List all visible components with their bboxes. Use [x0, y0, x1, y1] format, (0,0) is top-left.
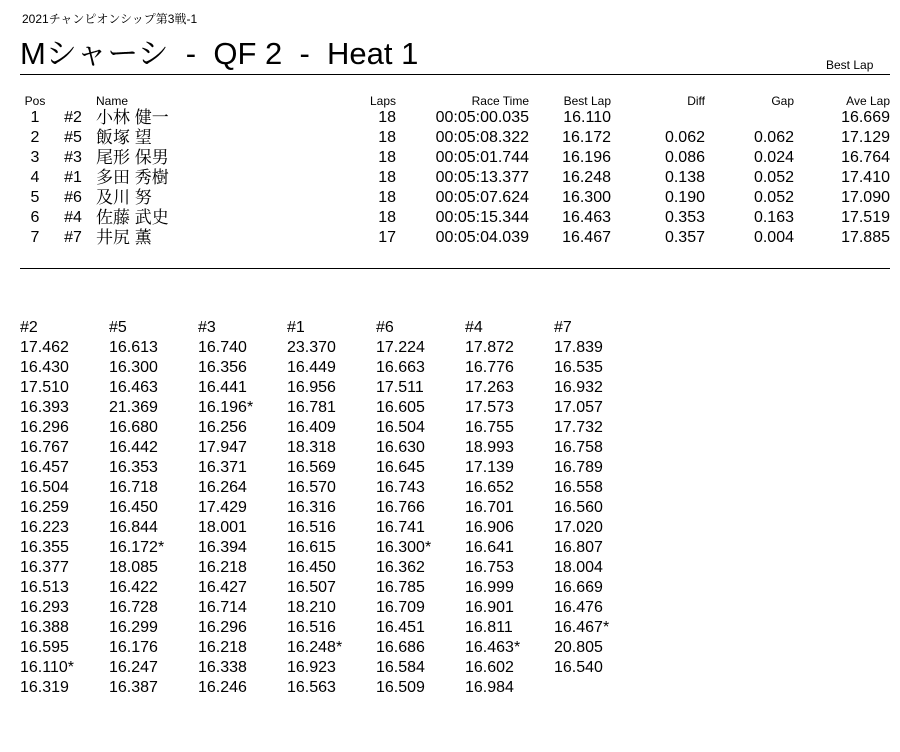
lap-row [20, 638, 643, 658]
result-ave-lap: 17.519 [841, 209, 890, 226]
lap-col-header: #7 [554, 319, 572, 336]
lap-time-cell: 16.741 [376, 519, 425, 536]
result-name: 尾形 保男 [96, 148, 169, 167]
result-num: #7 [64, 229, 82, 246]
lap-row [20, 338, 643, 358]
lap-time-cell: 16.300* [376, 539, 432, 556]
lap-row [20, 358, 643, 378]
lap-time-cell: 16.355 [20, 539, 69, 556]
lap-time-cell: 16.641 [465, 539, 514, 556]
result-ave-lap: 17.090 [841, 189, 890, 206]
col-gap: Gap [771, 94, 794, 108]
col-best-lap: Best Lap [563, 94, 611, 108]
result-name: 小林 健一 [96, 108, 169, 127]
result-race-time: 00:05:04.039 [435, 229, 529, 246]
lap-time-cell: 16.393 [20, 399, 69, 416]
result-gap: 0.004 [753, 229, 794, 246]
lap-time-cell: 16.504 [20, 479, 69, 496]
result-gap: 0.062 [753, 129, 794, 146]
lap-time-cell: 16.450 [109, 499, 158, 516]
lap-col-header: #5 [109, 319, 127, 336]
lap-time-cell: 16.513 [20, 579, 69, 596]
lap-time-cell: 16.299 [109, 619, 158, 636]
lap-time-cell [554, 678, 643, 698]
lap-time-cell: 16.449 [287, 359, 336, 376]
result-race-time: 00:05:15.344 [435, 209, 529, 226]
result-diff: 0.190 [664, 189, 705, 206]
lap-row [20, 678, 643, 698]
lap-time-cell: 16.356 [198, 359, 247, 376]
lap-time-cell: 16.476 [554, 599, 603, 616]
lap-time-cell: 16.663 [376, 359, 425, 376]
lap-time-cell: 16.558 [554, 479, 603, 496]
result-num: #2 [64, 109, 82, 126]
lap-time-cell: 16.371 [198, 459, 247, 476]
result-gap: 0.024 [753, 149, 794, 166]
result-best-lap: 16.248 [562, 169, 611, 186]
col-race-time: Race Time [471, 94, 529, 108]
lap-time-cell: 16.563 [287, 679, 336, 696]
result-gap: 0.163 [753, 209, 794, 226]
lap-row [20, 598, 643, 618]
result-best-lap: 16.110 [563, 109, 611, 126]
result-num: #5 [64, 129, 82, 146]
results-table [20, 94, 890, 248]
result-pos: 7 [30, 229, 40, 246]
lap-time-cell: 16.422 [109, 579, 158, 596]
lap-time-cell: 16.686 [376, 639, 425, 656]
result-ave-lap: 17.129 [841, 129, 890, 146]
lap-time-cell: 18.004 [554, 559, 603, 576]
result-pos: 2 [30, 129, 40, 146]
lap-col-header: #1 [287, 319, 305, 336]
result-diff: 0.062 [664, 129, 705, 146]
lap-time-cell: 16.256 [198, 419, 247, 436]
result-diff: 0.353 [664, 209, 705, 226]
result-num: #3 [64, 149, 82, 166]
result-ave-lap: 16.669 [841, 109, 890, 126]
lap-col-header: #4 [465, 319, 483, 336]
result-row [20, 188, 890, 208]
result-laps: 18 [378, 209, 396, 226]
result-diff: 0.086 [664, 149, 705, 166]
lap-time-cell: 17.732 [554, 419, 603, 436]
lap-row [20, 378, 643, 398]
result-diff: 0.138 [664, 169, 705, 186]
lap-row [20, 458, 643, 478]
lap-time-cell: 17.462 [20, 339, 69, 356]
lap-time-cell: 18.001 [198, 519, 247, 536]
lap-time-cell: 17.224 [376, 339, 425, 356]
result-ave-lap: 17.885 [841, 229, 890, 246]
lap-time-cell: 16.776 [465, 359, 514, 376]
lap-time-cell: 16.535 [554, 359, 603, 376]
lap-time-cell: 16.615 [287, 539, 336, 556]
result-gap [705, 108, 794, 128]
lap-row [20, 578, 643, 598]
result-ave-lap: 17.410 [841, 169, 890, 186]
lap-time-cell: 16.789 [554, 459, 603, 476]
lap-time-cell: 17.510 [20, 379, 69, 396]
lap-time-cell: 16.984 [465, 679, 514, 696]
lap-time-cell: 16.560 [554, 499, 603, 516]
lap-time-cell: 16.613 [109, 339, 158, 356]
lap-row [20, 478, 643, 498]
result-name: 多田 秀樹 [96, 168, 169, 187]
result-best-lap: 16.463 [562, 209, 611, 226]
lap-time-cell: 16.409 [287, 419, 336, 436]
lap-time-cell: 16.785 [376, 579, 425, 596]
col-diff: Diff [687, 94, 705, 108]
result-laps: 18 [378, 169, 396, 186]
lap-time-cell: 16.540 [554, 659, 603, 676]
lap-time-cell: 16.709 [376, 599, 425, 616]
lap-time-cell: 16.701 [465, 499, 514, 516]
lap-row [20, 538, 643, 558]
lap-time-cell: 16.807 [554, 539, 603, 556]
top-rule [20, 74, 890, 75]
lap-time-cell: 16.516 [287, 619, 336, 636]
result-row [20, 108, 890, 128]
lap-times-table [20, 318, 643, 698]
lap-time-cell: 16.362 [376, 559, 425, 576]
lap-time-cell: 17.020 [554, 519, 603, 536]
lap-time-cell: 16.630 [376, 439, 425, 456]
lap-time-cell: 16.110* [20, 659, 74, 676]
result-row [20, 128, 890, 148]
result-diff: 0.357 [664, 229, 705, 246]
lap-time-cell: 16.172* [109, 539, 165, 556]
lap-time-cell: 16.906 [465, 519, 514, 536]
result-pos: 5 [30, 189, 40, 206]
lap-time-cell: 16.569 [287, 459, 336, 476]
lap-time-cell: 16.246 [198, 679, 247, 696]
lap-time-cell: 16.932 [554, 379, 603, 396]
result-laps: 17 [378, 229, 396, 246]
lap-time-cell: 16.296 [20, 419, 69, 436]
lap-time-cell: 16.516 [287, 519, 336, 536]
lap-time-cell: 16.377 [20, 559, 69, 576]
result-laps: 18 [378, 129, 396, 146]
lap-time-cell: 16.509 [376, 679, 425, 696]
result-race-time: 00:05:07.624 [435, 189, 529, 206]
col-pos: Pos [24, 94, 46, 108]
lap-time-cell: 17.139 [465, 459, 514, 476]
lap-time-cell: 16.743 [376, 479, 425, 496]
result-best-lap: 16.467 [562, 229, 611, 246]
lap-time-cell: 16.781 [287, 399, 336, 416]
lap-time-cell: 16.844 [109, 519, 158, 536]
result-name: 飯塚 望 [96, 128, 152, 147]
lap-time-cell: 16.430 [20, 359, 69, 376]
result-race-time: 00:05:08.322 [435, 129, 529, 146]
lap-time-cell: 16.176 [109, 639, 158, 656]
result-num: #4 [64, 209, 82, 226]
result-pos: 3 [30, 149, 40, 166]
lap-time-cell: 16.296 [198, 619, 247, 636]
lap-row [20, 558, 643, 578]
result-diff [611, 108, 705, 128]
lap-time-cell: 16.507 [287, 579, 336, 596]
lap-time-cell: 16.718 [109, 479, 158, 496]
lap-row [20, 498, 643, 518]
lap-time-cell: 18.210 [287, 599, 336, 616]
lap-time-cell: 17.872 [465, 339, 514, 356]
col-num [50, 94, 96, 108]
result-ave-lap: 16.764 [841, 149, 890, 166]
lap-time-cell: 16.196* [198, 399, 254, 416]
lap-time-cell: 16.605 [376, 399, 425, 416]
lap-time-cell: 16.218 [198, 559, 247, 576]
lap-row [20, 418, 643, 438]
lap-time-cell: 16.652 [465, 479, 514, 496]
lap-row [20, 438, 643, 458]
results-header-row [20, 94, 890, 108]
result-pos: 6 [30, 209, 40, 226]
result-race-time: 00:05:13.377 [435, 169, 529, 186]
lap-time-cell: 16.441 [198, 379, 247, 396]
lap-time-cell: 16.463* [465, 639, 521, 656]
lap-time-cell: 16.427 [198, 579, 247, 596]
lap-time-cell: 16.457 [20, 459, 69, 476]
result-gap: 0.052 [753, 189, 794, 206]
result-num: #6 [64, 189, 82, 206]
lap-time-cell: 16.595 [20, 639, 69, 656]
result-race-time: 00:05:00.035 [435, 109, 529, 126]
lap-time-cell: 18.993 [465, 439, 514, 456]
lap-time-cell: 16.463 [109, 379, 158, 396]
result-row [20, 228, 890, 248]
result-name: 井尻 薫 [96, 228, 152, 247]
lap-time-cell: 16.766 [376, 499, 425, 516]
lap-time-cell: 16.669 [554, 579, 603, 596]
lap-time-cell: 16.923 [287, 659, 336, 676]
lap-time-cell: 16.450 [287, 559, 336, 576]
lap-time-cell: 16.956 [287, 379, 336, 396]
lap-time-cell: 16.264 [198, 479, 247, 496]
result-laps: 18 [378, 189, 396, 206]
result-name: 及川 努 [96, 188, 152, 207]
result-best-lap: 16.172 [562, 129, 611, 146]
lap-time-cell: 16.570 [287, 479, 336, 496]
lap-time-cell: 17.839 [554, 339, 603, 356]
col-name: Name [96, 94, 129, 108]
result-num: #1 [64, 169, 82, 186]
lap-row [20, 398, 643, 418]
result-row [20, 148, 890, 168]
lap-row [20, 518, 643, 538]
lap-time-cell: 16.293 [20, 599, 69, 616]
lap-time-cell: 17.263 [465, 379, 514, 396]
result-pos: 4 [30, 169, 40, 186]
result-best-lap: 16.196 [562, 149, 611, 166]
result-laps: 18 [378, 149, 396, 166]
lap-time-cell: 16.504 [376, 419, 425, 436]
lap-times-header-row [20, 318, 643, 338]
lap-row [20, 658, 643, 678]
best-lap-caption: Best Lap [826, 58, 874, 72]
lap-time-cell: 16.728 [109, 599, 158, 616]
lap-time-cell: 16.753 [465, 559, 514, 576]
lap-time-cell: 16.755 [465, 419, 514, 436]
lap-time-cell: 17.057 [554, 399, 603, 416]
result-pos: 1 [30, 109, 40, 126]
lap-time-cell: 16.767 [20, 439, 69, 456]
lap-time-cell: 16.223 [20, 519, 69, 536]
lap-time-cell: 16.740 [198, 339, 247, 356]
result-laps: 18 [378, 109, 396, 126]
lap-time-cell: 16.338 [198, 659, 247, 676]
lap-time-cell: 16.584 [376, 659, 425, 676]
lap-time-cell: 16.300 [109, 359, 158, 376]
lap-time-cell: 16.248* [287, 639, 343, 656]
lap-time-cell: 18.318 [287, 439, 336, 456]
event-subtitle: 2021チャンピオンシップ第3戦-1 [22, 12, 198, 26]
lap-time-cell: 17.429 [198, 499, 247, 516]
lap-time-cell: 16.394 [198, 539, 247, 556]
lap-time-cell: 16.319 [20, 679, 69, 696]
result-gap: 0.052 [753, 169, 794, 186]
lap-time-cell: 16.901 [465, 599, 514, 616]
lap-time-cell: 16.758 [554, 439, 603, 456]
lap-time-cell: 16.259 [20, 499, 69, 516]
col-ave-lap: Ave Lap [846, 94, 890, 108]
result-row [20, 168, 890, 188]
lap-time-cell: 16.680 [109, 419, 158, 436]
lap-time-cell: 16.247 [109, 659, 158, 676]
page-title: Mシャーシ - QF 2 - Heat 1 [20, 36, 419, 71]
lap-time-cell: 17.573 [465, 399, 514, 416]
result-row [20, 208, 890, 228]
lap-time-cell: 16.645 [376, 459, 425, 476]
result-race-time: 00:05:01.744 [435, 149, 529, 166]
result-best-lap: 16.300 [562, 189, 611, 206]
lap-time-cell: 16.218 [198, 639, 247, 656]
result-name: 佐藤 武史 [96, 208, 169, 227]
lap-time-cell: 18.085 [109, 559, 158, 576]
lap-time-cell: 16.353 [109, 459, 158, 476]
lap-time-cell: 21.369 [109, 399, 158, 416]
lap-col-header: #3 [198, 319, 216, 336]
lap-col-header: #2 [20, 319, 38, 336]
col-laps: Laps [369, 94, 396, 108]
lap-col-header: #6 [376, 319, 394, 336]
lap-time-cell: 23.370 [287, 339, 336, 356]
lap-time-cell: 16.451 [376, 619, 425, 636]
bottom-rule [20, 268, 890, 269]
lap-row [20, 618, 643, 638]
lap-time-cell: 16.388 [20, 619, 69, 636]
lap-time-cell: 16.602 [465, 659, 514, 676]
lap-time-cell: 17.947 [198, 439, 247, 456]
lap-time-cell: 16.316 [287, 499, 336, 516]
lap-time-cell: 16.467* [554, 619, 610, 636]
lap-time-cell: 16.999 [465, 579, 514, 596]
lap-time-cell: 16.811 [465, 619, 513, 636]
lap-time-cell: 16.387 [109, 679, 158, 696]
lap-time-cell: 16.442 [109, 439, 158, 456]
lap-time-cell: 16.714 [198, 599, 247, 616]
lap-time-cell: 20.805 [554, 639, 603, 656]
lap-time-cell: 17.511 [376, 379, 424, 396]
